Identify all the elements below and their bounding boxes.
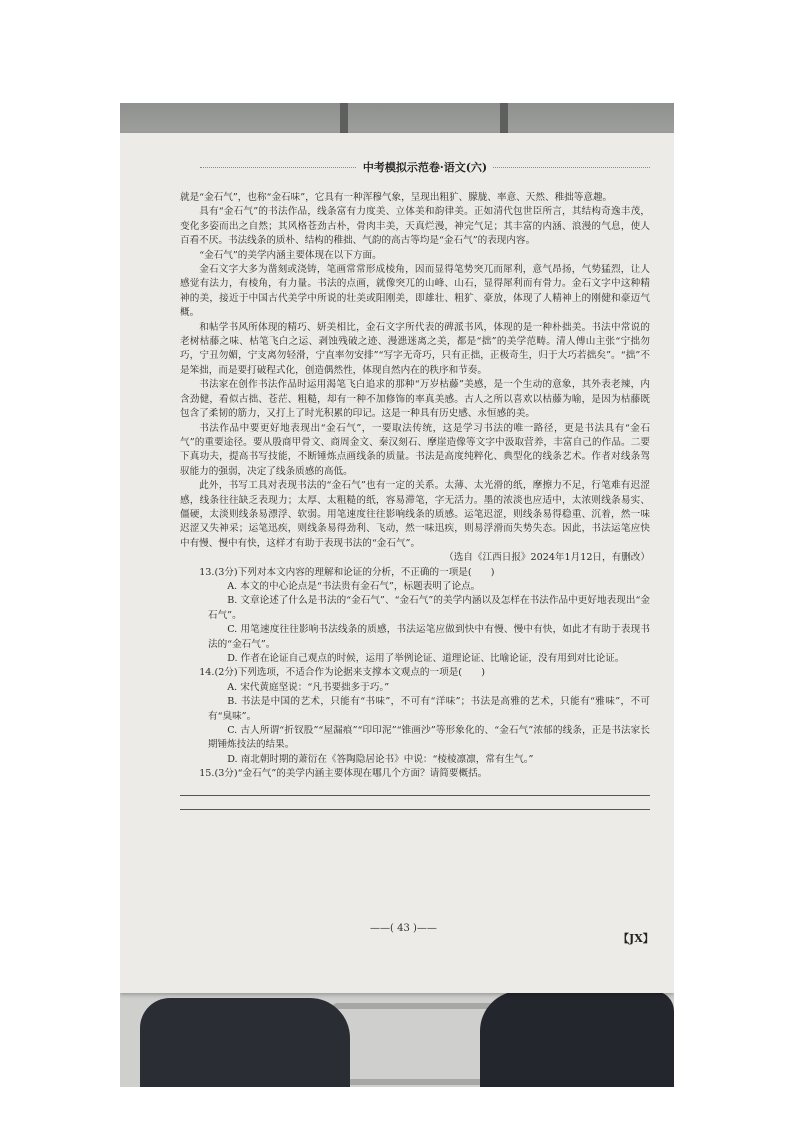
paper-header xyxy=(200,161,650,184)
question-stem: 13.(3分)下列对本文内容的理解和论证的分析，不正确的一项是( ) xyxy=(199,566,495,578)
paragraph: 书法作品中要更好地表现出“金石气”，一要取法传统，这是学习书法的唯一路径，更是书法具有“金石气”的重要途径。要从殷商甲骨文、商周金文、秦汉刻石、摩崖造像等文字中汲取营养，丰富自己的作品。二要下真功夫，提高书写技能，不断锤炼点画线条的质量。书法是高度纯粹化、典型化的线条艺术。作者对线条驾驭能力的强弱，决定了线条质感的高低。 xyxy=(180,422,650,477)
left-leg xyxy=(140,998,350,1087)
photo xyxy=(120,103,674,1087)
source-note: （选自《江西日报》2024年1月12日，有删改） xyxy=(444,552,650,564)
answer-line[interactable] xyxy=(180,782,650,796)
paragraph: “金石气”的美学内涵主要体现在以下方面。 xyxy=(199,249,382,261)
region-tag: 【JX】 xyxy=(618,932,654,945)
exam-paper xyxy=(120,133,674,993)
question-option: B. 文章论述了什么是书法的“金石气”、“金石气”的美学内涵以及怎样在书法作品中更好地表现出“金石气”。 xyxy=(208,595,650,621)
question-stem: 15.(3分)“金石气”的美学内涵主要体现在哪几个方面？请简要概括。 xyxy=(199,768,488,780)
question-option: C. 古人所谓“折钗股”“屋漏痕”“印印泥”“锥画沙”等形象化的、“金石气”浓郁的线条，正是书法家长期锤炼技法的结果。 xyxy=(208,725,650,751)
question-option: D. 作者在论证自己观点的时候，运用了举例论证、道理论证、比喻论证，没有用到对比论证。 xyxy=(227,653,625,664)
question-option: D. 南北朝时期的萧衍在《答陶隐居论书》中说：“棱棱凛凛，常有生气。” xyxy=(227,753,534,765)
question-option: A. 宋代黄庭坚说：“凡书要拙多于巧。” xyxy=(227,681,390,693)
question-stem: 14.(2分)下列选项，不适合作为论据来支撑本文观点的一项是( ) xyxy=(199,667,485,679)
page-number: ——( 43 )—— xyxy=(370,923,437,934)
question-option: A. 本文的中心论点是“书法贵有金石气”，标题表明了论点。 xyxy=(227,580,481,592)
answer-line[interactable] xyxy=(180,796,650,810)
article-body xyxy=(180,191,650,810)
paper-title: 中考模拟示范卷·语文(六) xyxy=(357,159,493,175)
paragraph: 此外，书写工具对表现书法的“金石气”也有一定的关系。太薄、太光滑的纸，摩擦力不足，行笔难有迟涩感，线条往往缺乏表现力；太厚、太粗糙的纸，容易滞笔，字无活力。墨的浓淡也应适中，太浓则线条易实、僵硬，太淡则线条易漂浮、软弱。用笔速度往往影响线条的质感。运笔迟涩，则线条易得稳重、沉着，然一味迟涩又失神采；运笔迅疾，则线条易得劲利、飞动，然一味迅疾，则易浮滑而失势失态。因此，书法运笔应快中有慢、慢中有快，这样才有助于表现书法的“金石气”。 xyxy=(180,480,650,549)
question-option: C. 用笔速度往往影响书法线条的质感，书法运笔应做到快中有慢、慢中有快，如此才有助于表现书法的“金石气”。 xyxy=(208,624,650,650)
paragraph: 具有“金石气”的书法作品，线条富有力度美、立体美和韵律美。正如清代包世臣所言，其结构奇逸丰茂，变化多姿而出之自然；其风格苍劲古朴，骨肉丰美，天真烂漫，神完气足；其丰富的内涵、浪漫的气息，使人百看不厌。书法线条的质朴、结构的稚拙、气韵的高古等均是“金石气”的表现内容。 xyxy=(180,206,650,247)
question-option: B. 书法是中国的艺术，只能有“书味”，不可有“洋味”；书法是高雅的艺术，只能有“雅味”，不可有“臭味”。 xyxy=(208,696,650,722)
paragraph: 书法家在创作书法作品时运用渴笔飞白追求的那种“万岁枯藤”美感，是一个生动的意象，其外表老辣，内含劲健，看似古拙、苍茫、粗糙，却有一种不加修饰的率真美感。古人之所以喜欢以枯藤为喻，是因为枯藤既包含了柔韧的筋力，又打上了时光积累的印记。这是一种具有历史感、永恒感的美。 xyxy=(180,379,650,420)
page-number-value: 43 xyxy=(397,923,410,934)
paragraph: 就是“金石气”，也称“金石味”，它具有一种浑穆气象，呈现出粗犷、朦胧、率意、天然、稚拙等意趣。 xyxy=(180,192,613,203)
right-leg xyxy=(480,991,674,1087)
paragraph: 金石文字大多为凿刻或浇铸，笔画常常形成棱角，因而显得笔势突兀而犀利，意气昂扬，气势猛烈，让人感觉有法力，有棱角，有力量。书法的点画，就像突兀的山峰、山石，显得犀利而有骨力。金石文字中这种精神的美，接近于中国古代美学中所说的壮美或阳刚美，即雄壮、粗犷、豪放，体现了人精神上的刚健和豪迈气概。 xyxy=(180,264,650,319)
paragraph: 和帖学书风所体现的精巧、妍美相比，金石文字所代表的碑派书风，体现的是一种朴拙美。书法中常说的老树枯藤之味、枯笔飞白之运、剥蚀残破之迹、漫漶迷离之美，都是“拙”的美学范畴。清人傅山主张“宁拙勿巧，宁丑勿媚，宁支离勿轻滑，宁直率勿安排”“写字无奇巧，只有正拙，正极奇生，归于大巧若拙矣”。“拙”不是笨拙，而是要打破程式化，创造偶然性，体现自然内在的秩序和节奏。 xyxy=(180,321,650,376)
